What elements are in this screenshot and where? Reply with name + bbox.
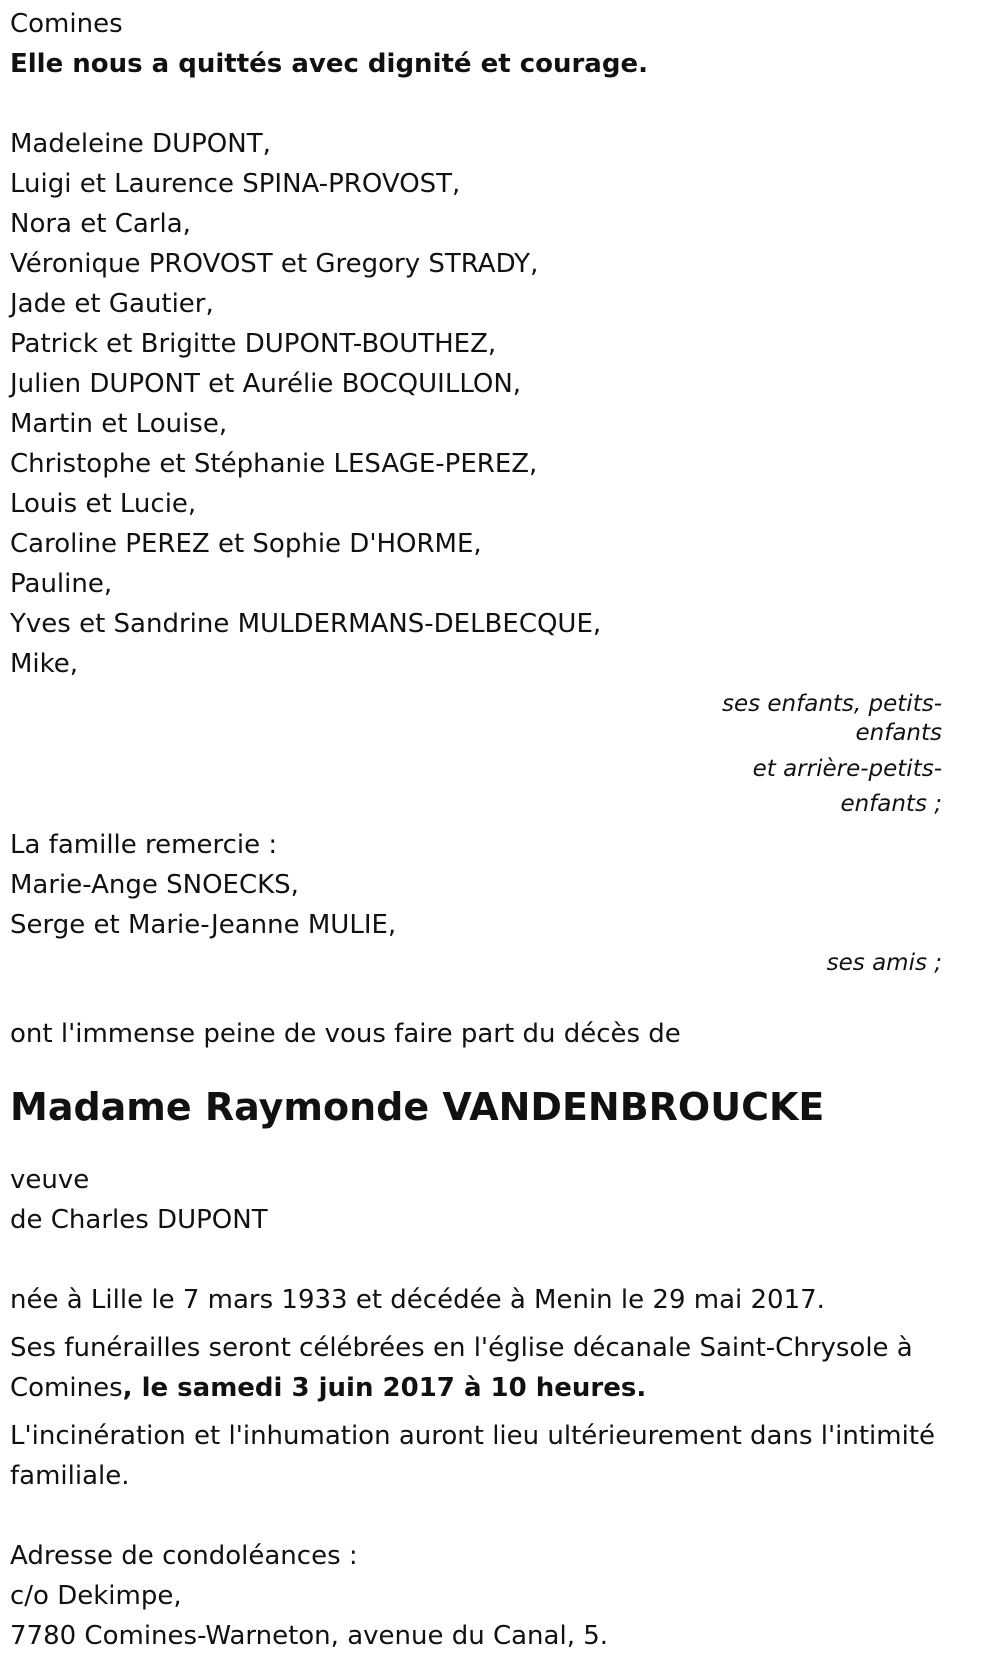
funeral-date: samedi 3 juin 2017 à 10 heures. [177,1373,647,1403]
family-member: Pauline, [10,569,113,599]
family-relation [10,690,942,819]
thanks-relation-text: ses amis ; [826,950,942,976]
condolences-address-line: 7780 Comines-Warneton, avenue du Canal, 5. [10,1621,609,1651]
funeral-text: Ses funérailles seront célébrées en l'église décanale Saint-Chrysole à Comines [10,1333,913,1403]
condolences-address-line: c/o Dekimpe, [10,1581,182,1611]
family-member: Nora et Carla, [10,209,191,239]
family-relation-line: ses enfants, petits- [721,691,942,717]
deceased-name: Madame Raymonde VANDENBROUCKE [10,1085,825,1129]
family-member: Caroline PEREZ et Sophie D'HORME, [10,529,482,559]
birth-death-line: née à Lille le 7 mars 1933 et décédée à Menin le 29 mai 2017. [10,1285,825,1315]
family-relation-line: enfants ; [840,791,942,817]
thanks-section [10,825,990,978]
family-member: Yves et Sandrine MULDERMANS-DELBECQUE, [10,609,602,639]
family-member: Mike, [10,649,79,679]
funeral-paragraph [10,1328,940,1408]
thanks-intro: La famille remercie : [10,830,278,860]
thanks-name: Marie-Ange SNOECKS, [10,870,299,900]
spacer [10,1240,990,1280]
family-relation-line: et arrière-petits- [752,756,942,782]
condolences-label: Adresse de condoléances : [10,1541,358,1571]
family-member: Christophe et Stéphanie LESAGE-PEREZ, [10,449,538,479]
family-relation-line: enfants [855,720,942,746]
family-list [10,124,990,684]
family-member: Jade et Gautier, [10,289,214,319]
family-member: Véronique PROVOST et Gregory STRADY, [10,249,539,279]
announcement: ont l'immense peine de vous faire part du décès de [10,1019,681,1049]
funeral-separator: , le [122,1373,178,1403]
tagline: Elle nous a quittés avec dignité et courage. [10,49,648,79]
thanks-name: Serge et Marie-Jeanne MULIE, [10,910,397,940]
family-member: Martin et Louise, [10,409,228,439]
deceased-status: veuve [10,1165,90,1195]
location-line: Comines [10,9,123,39]
thanks-relation [10,949,942,978]
family-member: Julien DUPONT et Aurélie BOCQUILLON, [10,369,522,399]
cremation-paragraph: L'incinération et l'inhumation auront lieu ultérieurement dans l'intimité familiale. [10,1421,936,1491]
family-member: Luigi et Laurence SPINA-PROVOST, [10,169,461,199]
family-member: Madeleine DUPONT, [10,129,271,159]
spacer [10,978,990,1014]
spacer [10,84,990,124]
family-member: Patrick et Brigitte DUPONT-BOUTHEZ, [10,329,497,359]
deceased-spouse: de Charles DUPONT [10,1205,268,1235]
spacer [10,1496,990,1536]
family-member: Louis et Lucie, [10,489,197,519]
